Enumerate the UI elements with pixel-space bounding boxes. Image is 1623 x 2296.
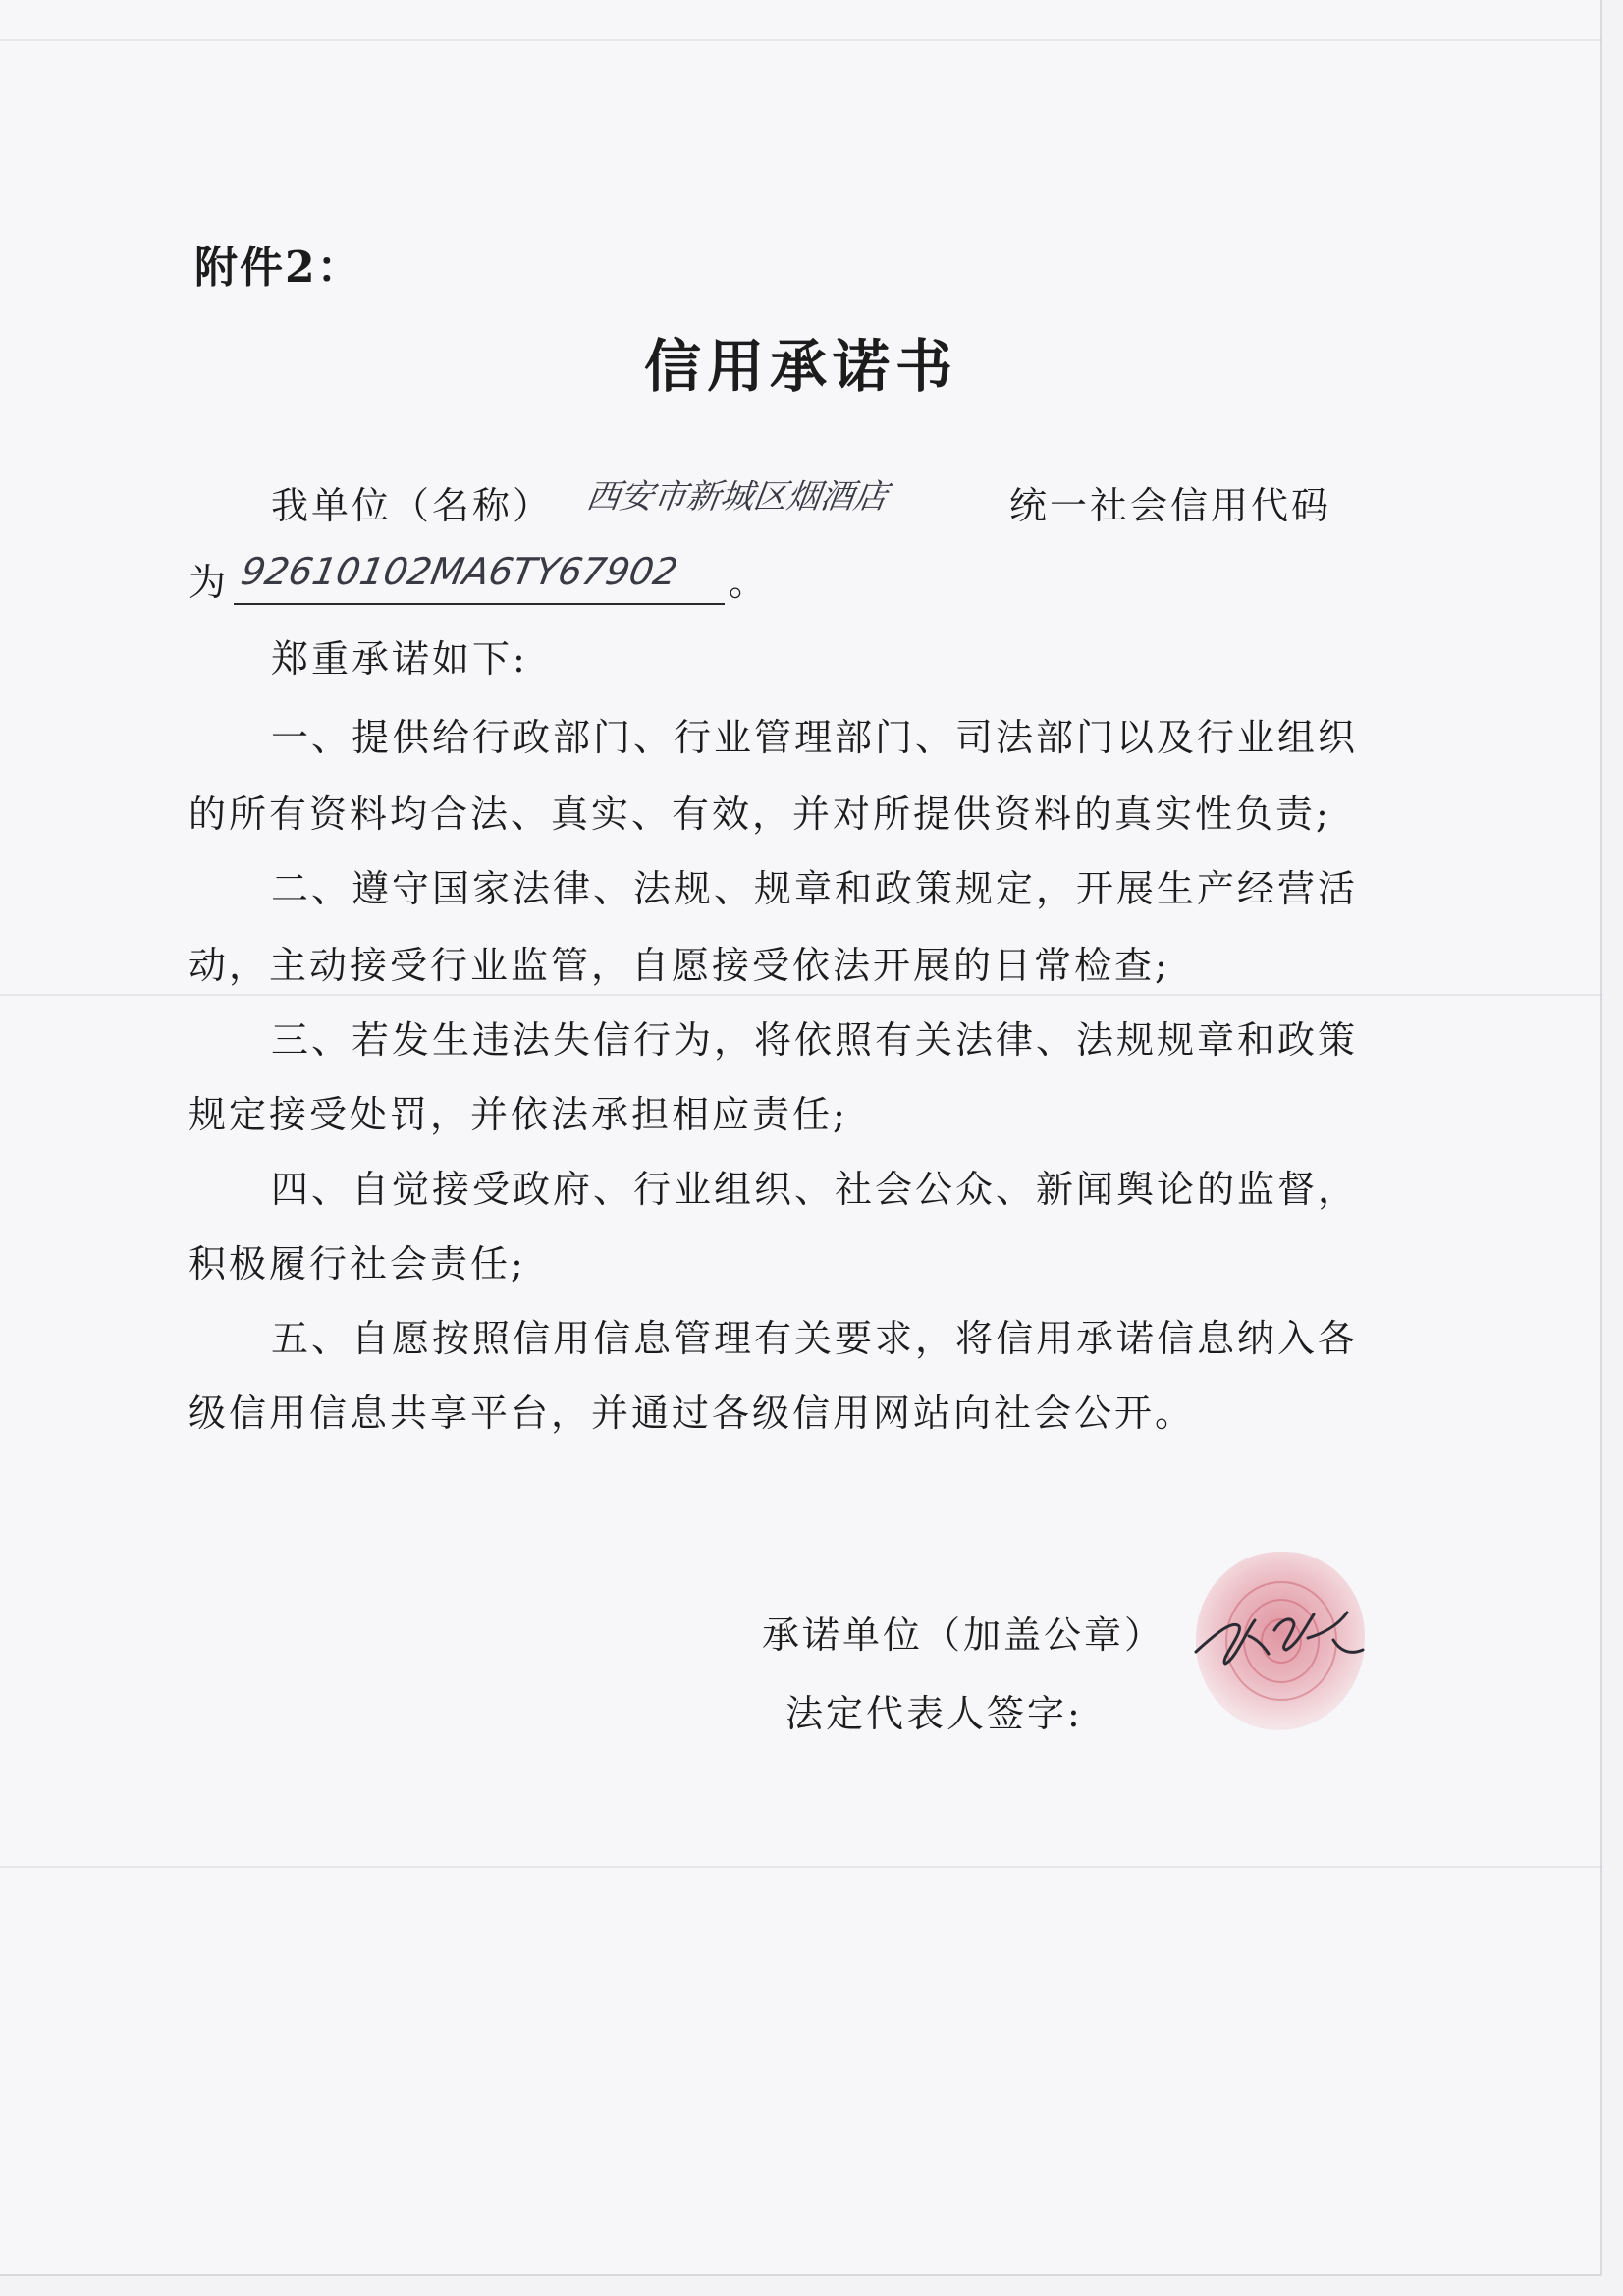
pledge-3-line-2: 规定接受处罚，并依法承担相应责任; — [189, 1093, 848, 1136]
pledge-3-line-1: 三、若发生违法失信行为，将依照有关法律、法规规章和政策 — [271, 1018, 1359, 1062]
code-prefix: 为 — [189, 561, 230, 604]
scan-artifact — [0, 994, 1602, 996]
intro-middle: 统一社会信用代码 — [1009, 484, 1332, 527]
pledge-2-line-1: 二、遵守国家法律、法规、规章和政策规定，开展生产经营活 — [271, 867, 1359, 910]
pledge-heading: 郑重承诺如下: — [271, 637, 528, 681]
pledge-1-line-1: 一、提供给行政部门、行业管理部门、司法部门以及行业组织 — [271, 716, 1359, 759]
legal-rep-label: 法定代表人签字: — [785, 1692, 1083, 1735]
committing-unit-label: 承诺单位（加盖公章） — [762, 1613, 1165, 1657]
document-title: 信用承诺书 — [643, 333, 958, 400]
pledge-2-line-2: 动，主动接受行业监管，自愿接受依法开展的日常检查; — [189, 944, 1170, 987]
pledge-5-line-1: 五、自愿按照信用信息管理有关要求，将信用承诺信息纳入各 — [271, 1317, 1359, 1360]
pledge-1-line-2: 的所有资料均合法、真实、有效，并对所提供资料的真实性负责; — [189, 793, 1331, 836]
pledge-4-line-1: 四、自觉接受政府、行业组织、社会公众、新闻舆论的监督， — [271, 1168, 1359, 1211]
intro-prefix: 我单位（名称） — [271, 484, 554, 527]
credit-code-handwritten: 92610102MA6TY67902 — [238, 550, 681, 593]
scan-artifact — [0, 39, 1602, 41]
scan-artifact — [0, 1866, 1602, 1868]
unit-name-handwritten: 西安市新城区烟酒店 — [583, 477, 891, 517]
credit-code-field — [234, 550, 725, 605]
pledge-4-line-2: 积极履行社会责任; — [189, 1242, 526, 1285]
pledge-5-line-2: 级信用信息共享平台，并通过各级信用网站向社会公开。 — [189, 1392, 1196, 1435]
code-suffix: 。 — [729, 561, 770, 604]
handwritten-signature — [1190, 1591, 1367, 1679]
attachment-label: 附件2： — [194, 243, 362, 293]
